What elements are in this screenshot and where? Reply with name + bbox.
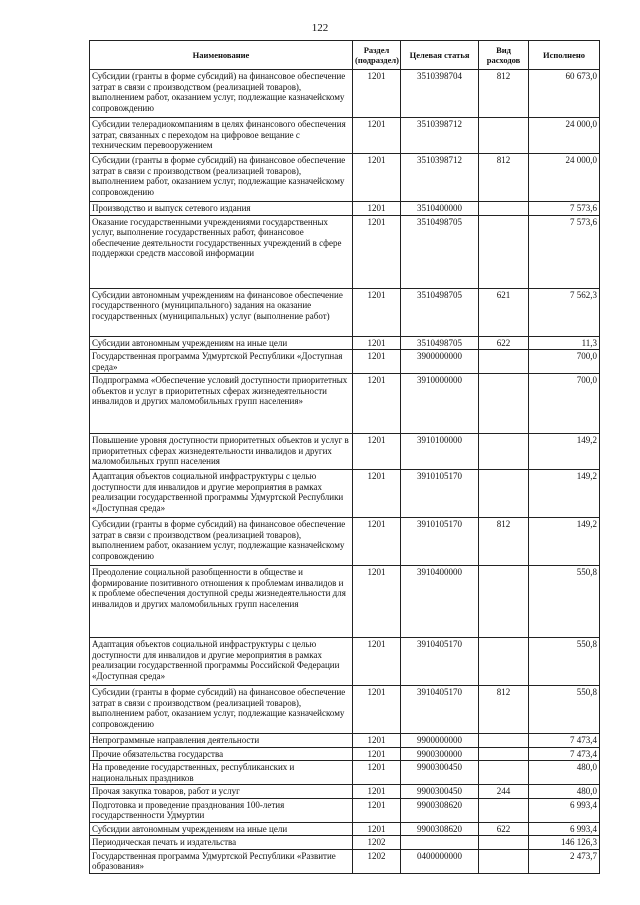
- cell-name: Адаптация объектов социальной инфраструктуры с целью доступности для инвалидов и другие мероприятия в рамках реализации государственной программы Удмуртской Республики «Доступная среда»: [90, 470, 353, 518]
- cell-type: 812: [479, 70, 529, 118]
- cell-target: 3910405170: [401, 638, 479, 686]
- cell-section: 1201: [353, 822, 401, 836]
- table-row: [90, 798, 600, 822]
- cell-amount: 24 000,0: [529, 118, 600, 154]
- cell-section: 1201: [353, 761, 401, 785]
- cell-section: 1201: [353, 747, 401, 761]
- cell-type: [479, 566, 529, 638]
- cell-target: 9900300450: [401, 761, 479, 785]
- table-row: [90, 434, 600, 470]
- cell-type: [479, 202, 529, 216]
- table-row: [90, 734, 600, 748]
- cell-name: Подготовка и проведение празднования 100-летия государственности Удмуртии: [90, 798, 353, 822]
- budget-table: [89, 40, 600, 874]
- cell-type: [479, 734, 529, 748]
- page-number: 122: [311, 22, 329, 34]
- cell-name: Субсидии автономным учреждениям на финансовое обеспечение государственного (муниципального) задания на оказание государственных (муниципальных) услуг (выполнение работ): [90, 288, 353, 336]
- cell-type: [479, 434, 529, 470]
- table-row: [90, 518, 600, 566]
- cell-type: 622: [479, 822, 529, 836]
- cell-section: 1202: [353, 836, 401, 850]
- cell-section: 1201: [353, 70, 401, 118]
- table-row: [90, 785, 600, 799]
- cell-target: 3510398712: [401, 118, 479, 154]
- header-type: Вид расходов: [479, 41, 529, 70]
- cell-section: 1201: [353, 336, 401, 350]
- cell-target: 3910105170: [401, 470, 479, 518]
- cell-section: 1201: [353, 202, 401, 216]
- cell-type: 622: [479, 336, 529, 350]
- cell-type: [479, 798, 529, 822]
- cell-type: 812: [479, 686, 529, 734]
- cell-target: 9900308620: [401, 798, 479, 822]
- cell-amount: 550,8: [529, 566, 600, 638]
- cell-name: Субсидии (гранты в форме субсидий) на финансовое обеспечение затрат в связи с производством (реализацией товаров), выполнением работ, оказанием услуг, подлежащие казначейскому сопровождению: [90, 518, 353, 566]
- cell-section: 1202: [353, 849, 401, 873]
- cell-target: 3910100000: [401, 434, 479, 470]
- table-row: [90, 336, 600, 350]
- cell-name: Подпрограмма «Обеспечение условий доступности приоритетных объектов и услуг в приоритетных сферах жизнедеятельности инвалидов и других маломобильных групп населения»: [90, 374, 353, 434]
- cell-name: Производство и выпуск сетевого издания: [90, 202, 353, 216]
- cell-target: 3910405170: [401, 686, 479, 734]
- table-row: [90, 470, 600, 518]
- cell-target: 3510498705: [401, 215, 479, 288]
- table-body: [90, 70, 600, 874]
- cell-amount: 11,3: [529, 336, 600, 350]
- cell-name: На проведение государственных, республиканских и национальных праздников: [90, 761, 353, 785]
- header-target: Целевая статья: [401, 41, 479, 70]
- table-row: [90, 118, 600, 154]
- cell-target: [401, 836, 479, 850]
- cell-name: Государственная программа Удмуртской Республики «Развитие образования»: [90, 849, 353, 873]
- table-row: [90, 822, 600, 836]
- cell-amount: 480,0: [529, 761, 600, 785]
- cell-section: 1201: [353, 785, 401, 799]
- cell-type: 812: [479, 154, 529, 202]
- cell-type: 244: [479, 785, 529, 799]
- table-row: [90, 686, 600, 734]
- cell-type: [479, 761, 529, 785]
- cell-section: 1201: [353, 434, 401, 470]
- cell-name: Субсидии (гранты в форме субсидий) на финансовое обеспечение затрат в связи с производством (реализацией товаров), выполнением работ, оказанием услуг, подлежащие казначейскому сопровождению: [90, 154, 353, 202]
- cell-section: 1201: [353, 374, 401, 434]
- cell-section: 1201: [353, 798, 401, 822]
- cell-amount: 6 993,4: [529, 798, 600, 822]
- cell-amount: 7 473,4: [529, 734, 600, 748]
- cell-name: Прочие обязательства государства: [90, 747, 353, 761]
- cell-name: Повышение уровня доступности приоритетных объектов и услуг в приоритетных сферах жизнедеятельности инвалидов и других маломобильных групп населения: [90, 434, 353, 470]
- table-row: [90, 849, 600, 873]
- cell-name: Прочая закупка товаров, работ и услуг: [90, 785, 353, 799]
- cell-name: Субсидии (гранты в форме субсидий) на финансовое обеспечение затрат в связи с производством (реализацией товаров), выполнением работ, оказанием услуг, подлежащие казначейскому сопровождению: [90, 686, 353, 734]
- header-executed: Исполнено: [529, 41, 600, 70]
- cell-amount: 550,8: [529, 686, 600, 734]
- cell-amount: 146 126,3: [529, 836, 600, 850]
- cell-section: 1201: [353, 288, 401, 336]
- cell-type: [479, 747, 529, 761]
- cell-amount: 7 473,4: [529, 747, 600, 761]
- table-row: [90, 566, 600, 638]
- cell-name: Субсидии автономным учреждениям на иные цели: [90, 336, 353, 350]
- cell-target: 9900300450: [401, 785, 479, 799]
- cell-name: Субсидии автономным учреждениям на иные цели: [90, 822, 353, 836]
- table-row: [90, 374, 600, 434]
- cell-section: 1201: [353, 566, 401, 638]
- cell-type: [479, 470, 529, 518]
- cell-target: 0400000000: [401, 849, 479, 873]
- cell-section: 1201: [353, 734, 401, 748]
- table-row: [90, 288, 600, 336]
- table-row: [90, 70, 600, 118]
- cell-section: 1201: [353, 350, 401, 374]
- cell-target: 3510398704: [401, 70, 479, 118]
- cell-amount: 550,8: [529, 638, 600, 686]
- cell-amount: 7 573,6: [529, 202, 600, 216]
- table-row: [90, 350, 600, 374]
- cell-section: 1201: [353, 686, 401, 734]
- table-row: [90, 154, 600, 202]
- cell-target: 3510400000: [401, 202, 479, 216]
- cell-name: Оказание государственными учреждениями государственных услуг, выполнение государственных работ, финансовое обеспечение деятельности государственных учреждений в сфере поддержки средств массовой информации: [90, 215, 353, 288]
- cell-name: Адаптация объектов социальной инфраструктуры с целью доступности для инвалидов и другие мероприятия в рамках реализации государственной программы Российской Федерации «Доступная среда»: [90, 638, 353, 686]
- cell-type: 812: [479, 518, 529, 566]
- cell-name: Непрограммные направления деятельности: [90, 734, 353, 748]
- cell-name: Периодическая печать и издательства: [90, 836, 353, 850]
- cell-type: [479, 118, 529, 154]
- cell-amount: 60 673,0: [529, 70, 600, 118]
- cell-target: 3910105170: [401, 518, 479, 566]
- cell-type: [479, 836, 529, 850]
- cell-amount: 24 000,0: [529, 154, 600, 202]
- cell-section: 1201: [353, 154, 401, 202]
- cell-target: 3510398712: [401, 154, 479, 202]
- cell-section: 1201: [353, 118, 401, 154]
- table-row: [90, 747, 600, 761]
- header-name: Наименование: [90, 41, 353, 70]
- table-header-row: [90, 41, 600, 70]
- cell-name: Преодоление социальной разобщенности в обществе и формирование позитивного отношения к проблемам инвалидов и к проблеме обеспечения доступной среды жизнедеятельности для инвалидов и других маломобильных групп населения: [90, 566, 353, 638]
- cell-type: [479, 374, 529, 434]
- cell-name: Субсидии (гранты в форме субсидий) на финансовое обеспечение затрат в связи с производством (реализацией товаров), выполнением работ, оказанием услуг, подлежащие казначейскому сопровождению: [90, 70, 353, 118]
- cell-type: [479, 638, 529, 686]
- cell-type: [479, 849, 529, 873]
- cell-name: Субсидии телерадиокомпаниям в целях финансового обеспечения затрат, связанных с переходом на цифровое вещание с техническим перевооружением: [90, 118, 353, 154]
- cell-type: [479, 215, 529, 288]
- cell-amount: 6 993,4: [529, 822, 600, 836]
- cell-amount: 149,2: [529, 434, 600, 470]
- cell-target: 9900300000: [401, 747, 479, 761]
- table-row: [90, 836, 600, 850]
- cell-target: 3910400000: [401, 566, 479, 638]
- header-section: Раздел (подраздел): [353, 41, 401, 70]
- cell-amount: 149,2: [529, 518, 600, 566]
- cell-amount: 149,2: [529, 470, 600, 518]
- cell-target: 9900000000: [401, 734, 479, 748]
- cell-section: 1201: [353, 215, 401, 288]
- cell-amount: 7 573,6: [529, 215, 600, 288]
- cell-type: 621: [479, 288, 529, 336]
- cell-amount: 480,0: [529, 785, 600, 799]
- cell-target: 3510498705: [401, 336, 479, 350]
- cell-amount: 700,0: [529, 374, 600, 434]
- cell-section: 1201: [353, 638, 401, 686]
- cell-amount: 7 562,3: [529, 288, 600, 336]
- table-row: [90, 761, 600, 785]
- table-row: [90, 215, 600, 288]
- table-row: [90, 202, 600, 216]
- cell-target: 9900308620: [401, 822, 479, 836]
- cell-target: 3910000000: [401, 374, 479, 434]
- cell-section: 1201: [353, 470, 401, 518]
- cell-name: Государственная программа Удмуртской Республики «Доступная среда»: [90, 350, 353, 374]
- cell-type: [479, 350, 529, 374]
- cell-amount: 2 473,7: [529, 849, 600, 873]
- cell-target: 3900000000: [401, 350, 479, 374]
- cell-target: 3510498705: [401, 288, 479, 336]
- table-row: [90, 638, 600, 686]
- cell-section: 1201: [353, 518, 401, 566]
- cell-amount: 700,0: [529, 350, 600, 374]
